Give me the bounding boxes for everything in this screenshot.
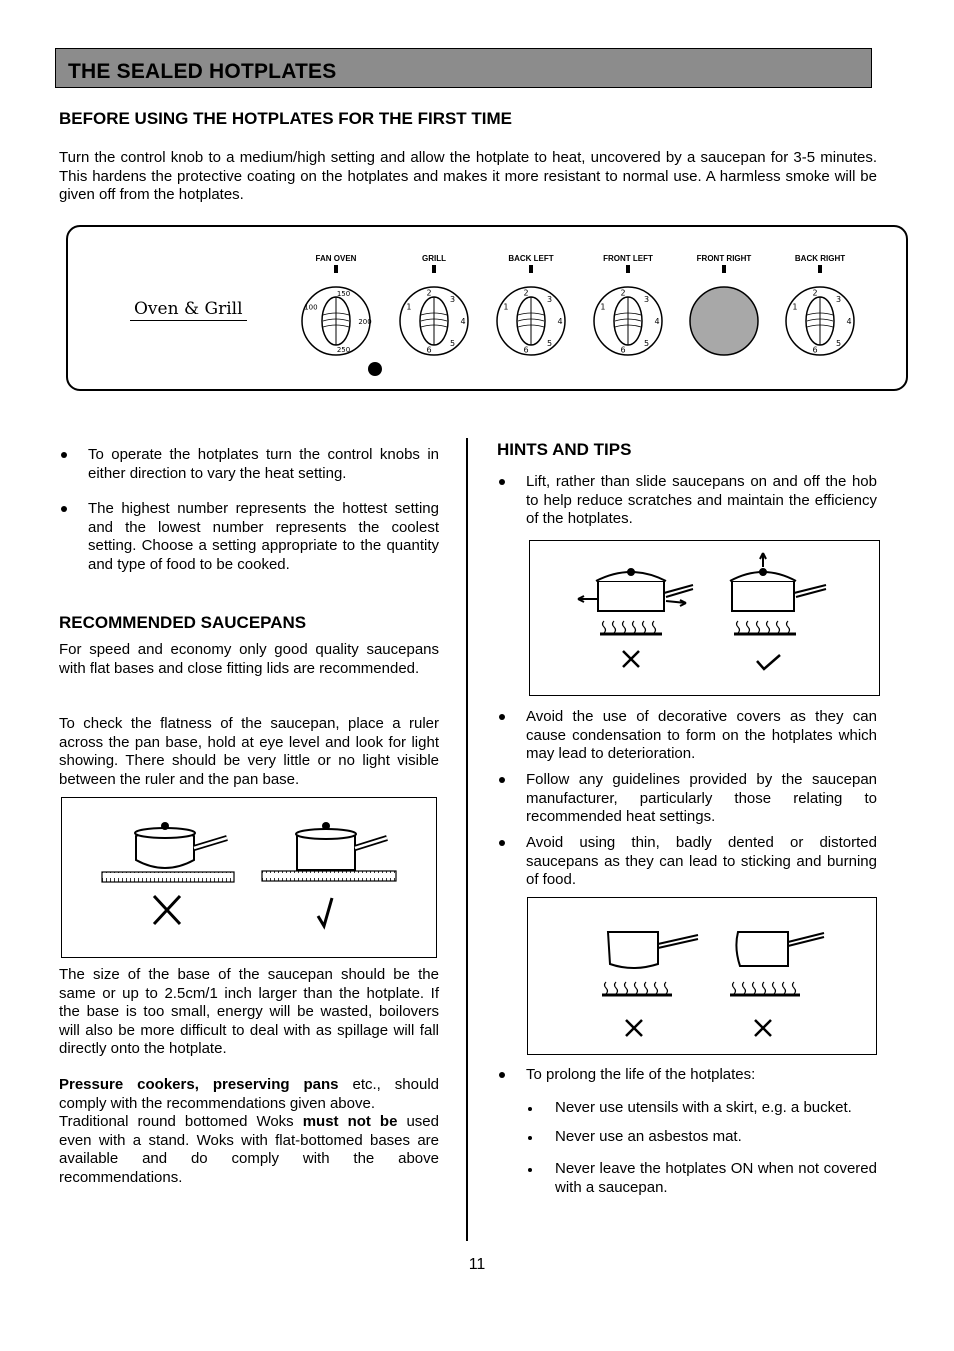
- ruler-check-illustration: [61, 797, 437, 958]
- indicator-mark-icon: [722, 265, 726, 273]
- svg-text:4: 4: [654, 317, 660, 326]
- pressure-bold: Pressure cookers, preserving pans: [59, 1076, 339, 1093]
- indicator-light: [368, 362, 382, 376]
- svg-text:5: 5: [836, 339, 842, 349]
- knob-label: BACK LEFT: [508, 254, 554, 263]
- tip-text: To prolong the life of the hotplates:: [526, 1066, 756, 1083]
- svg-text:5: 5: [644, 339, 650, 349]
- cross-icon: [154, 896, 180, 924]
- control-panel-illustration: [66, 225, 908, 391]
- knob-label: BACK RIGHT: [794, 254, 846, 263]
- svg-text:200: 200: [358, 318, 372, 326]
- svg-text:3: 3: [644, 294, 650, 304]
- pressure-text: etc., should comply with the recommendations given above.: [59, 1076, 439, 1112]
- page-title: THE SEALED HOTPLATES: [68, 60, 337, 83]
- woks-text-a: Traditional round bottomed Woks: [59, 1113, 303, 1130]
- svg-text:6: 6: [523, 345, 529, 355]
- sub-tip-text: Never use an asbestos mat.: [555, 1128, 742, 1145]
- control-knob-icon: [590, 283, 666, 359]
- svg-text:2: 2: [426, 288, 432, 298]
- svg-text:1: 1: [792, 302, 798, 312]
- woks-bold: must not be: [302, 1113, 398, 1130]
- svg-text:100: 100: [304, 303, 318, 312]
- svg-text:1: 1: [600, 302, 606, 312]
- bullet-icon: [499, 1072, 505, 1078]
- title-banner: [55, 48, 872, 88]
- svg-text:5: 5: [450, 339, 456, 349]
- knob-label: FRONT RIGHT: [696, 254, 752, 263]
- svg-text:3: 3: [836, 294, 842, 304]
- column-divider: [466, 438, 468, 1241]
- base-size-para: The size of the base of the saucepan should be the same or up to 2.5cm/1 inch larger than the hotplate. If the base is too small, energy will be wasted, boilovers will also be more difficult to deal with as spillage will fall directly onto the hotplate.: [59, 966, 439, 1057]
- knob-label: GRILL: [422, 254, 446, 263]
- bullet-icon: [499, 714, 505, 720]
- bullet-icon: [528, 1168, 532, 1172]
- domed-pan-icon: [135, 822, 227, 868]
- sub-tip-text: Never use utensils with a skirt, e.g. a bucket.: [555, 1099, 852, 1116]
- knob-label: FRONT LEFT: [603, 254, 653, 263]
- svg-text:3: 3: [450, 294, 456, 304]
- distorted-pans-illustration: [527, 897, 877, 1055]
- sub-tip-text: Never leave the hotplates ON when not covered with a saucepan.: [555, 1160, 877, 1196]
- bullet-icon: [528, 1136, 532, 1140]
- tick-icon: [318, 898, 332, 926]
- bullet-text: To operate the hotplates turn the control knobs in either direction to vary the heat setting.: [88, 446, 439, 482]
- saucepans-para-1: For speed and economy only good quality saucepans with flat bases and close fitting lids are recommended.: [59, 641, 439, 677]
- saucepans-para-2: To check the flatness of the saucepan, place a ruler across the pan base, hold at eye level and look for light showing. There should be very little or no light visible between the ruler and the pan base.: [59, 715, 439, 788]
- control-knob-icon: [782, 283, 858, 359]
- svg-text:2: 2: [523, 288, 529, 298]
- indicator-mark-icon: [432, 265, 436, 273]
- woks-text-b: used even with a stand. Woks with flat-bottomed bases are available and do comply with the above recommendations.: [59, 1113, 439, 1186]
- woks-para: [59, 1113, 439, 1187]
- svg-text:6: 6: [620, 345, 626, 355]
- svg-text:2: 2: [812, 288, 818, 298]
- pressure-cookers-para: [59, 1076, 439, 1113]
- control-knob-icon: [396, 283, 472, 359]
- control-knob-icon: [493, 283, 569, 359]
- bullet-icon: [528, 1107, 532, 1111]
- control-knob-icon: [686, 283, 762, 359]
- svg-text:6: 6: [426, 345, 432, 355]
- lift-vs-slide-illustration: [529, 540, 880, 696]
- flat-pan-icon: [296, 822, 387, 870]
- svg-text:3: 3: [547, 294, 553, 304]
- bullet-icon: [61, 452, 67, 458]
- oven-grill-logo: Oven & Grill: [130, 299, 247, 321]
- first-time-body: Turn the control knob to a medium/high setting and allow the hotplate to heat, uncovered by a saucepan for 3-5 minutes. This hardens the protective coating on the hotplates and makes it more resistant to normal use. A harmless smoke will be given off from the hotplates.: [59, 149, 877, 203]
- tip-text: Lift, rather than slide saucepans on and off the hob to help reduce scratches and maintain the efficiency of the hotplates.: [526, 473, 877, 527]
- tip-text: Follow any guidelines provided by the saucepan manufacturer, particularly those relating to recommended heat settings.: [526, 771, 877, 825]
- bullet-icon: [499, 777, 505, 783]
- svg-text:4: 4: [557, 317, 563, 326]
- ruler-check-drawing: [62, 798, 436, 957]
- saucepans-heading: RECOMMENDED SAUCEPANS: [59, 613, 307, 632]
- first-time-heading: BEFORE USING THE HOTPLATES FOR THE FIRST TIME: [59, 109, 513, 128]
- svg-text:4: 4: [846, 317, 852, 326]
- svg-text:1: 1: [503, 302, 509, 312]
- indicator-mark-icon: [626, 265, 630, 273]
- knob-label: FAN OVEN: [315, 254, 357, 263]
- ruler-icon: [262, 871, 396, 881]
- indicator-mark-icon: [529, 265, 533, 273]
- tip-text: Avoid using thin, badly dented or distorted saucepans as they can lead to sticking and burning of food.: [526, 834, 877, 888]
- bullet-icon: [61, 506, 67, 512]
- lift-vs-slide-drawing: [530, 541, 879, 695]
- svg-text:250: 250: [336, 346, 351, 354]
- control-knob-icon: [298, 283, 374, 359]
- svg-text:6: 6: [812, 345, 818, 355]
- page-number: 11: [468, 1256, 486, 1273]
- indicator-mark-icon: [818, 265, 822, 273]
- svg-text:5: 5: [547, 339, 553, 349]
- ruler-icon: [102, 872, 234, 882]
- distorted-pans-drawing: [528, 898, 876, 1054]
- svg-text:2: 2: [620, 288, 626, 298]
- hints-heading: HINTS AND TIPS: [497, 440, 632, 459]
- svg-text:1: 1: [406, 302, 412, 312]
- tip-text: Avoid the use of decorative covers as they can cause condensation to form on the hotplates which may lead to deterioration.: [526, 708, 877, 762]
- svg-text:4: 4: [460, 317, 466, 326]
- bullet-text: The highest number represents the hottest setting and the lowest number represents the coolest setting. Choose a setting appropriate to the quantity and type of food to be cooked.: [88, 500, 439, 573]
- bullet-icon: [499, 479, 505, 485]
- svg-text:150: 150: [336, 290, 351, 298]
- bullet-icon: [499, 840, 505, 846]
- indicator-mark-icon: [334, 265, 338, 273]
